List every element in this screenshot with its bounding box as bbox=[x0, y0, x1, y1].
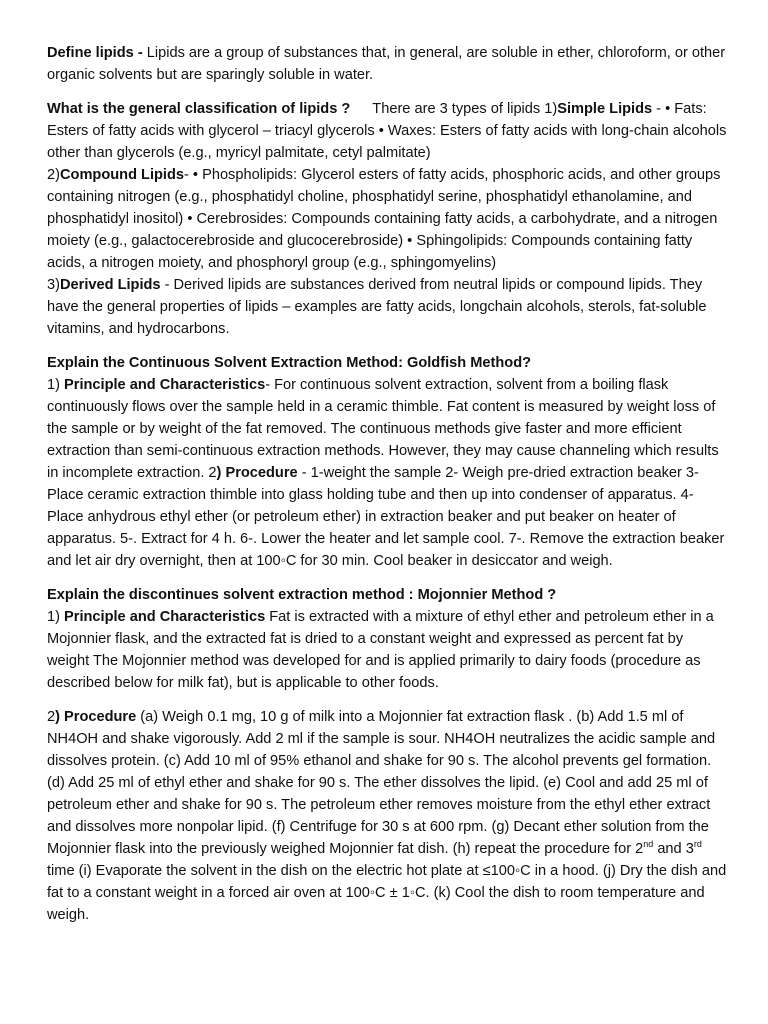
classification-intro: There are 3 types of lipids 1) bbox=[372, 101, 558, 117]
superscript-nd: nd bbox=[643, 839, 654, 850]
define-lipids-question: Define lipids - bbox=[47, 45, 147, 61]
mojonnier-procedure-text-a: (a) Weigh 0.1 mg, 10 g of milk into a Mojonnier fat extraction flask . (b) Add 1.5 ml of NH4OH and shake vigorously. Add 2 ml if the sample is sour. NH4OH neutralizes the acidic sample and dissolves protein. (c) Add 10 ml of 95% ethanol and shake for 90 s. The alcohol prevents gel formation. (d) Add 25 ml of ethyl ether and shake for 90 s. The ether dissolves the lipid. (e) Cool and add 25 ml of petroleum ether and shake for 90 s. The petroleum ether removes moisture from the ethyl ether extract and dissolves more nonpolar lipid. (f) Centrifuge for 30 s at 600 rpm. (g) Decant ether solution from the Mojonnier flask into the previously weighed Mojonnier fat dish. (h) repeat the procedure for 2 bbox=[47, 709, 716, 857]
compound-lipids-label: Compound Lipids bbox=[59, 167, 185, 183]
define-lipids-paragraph bbox=[47, 42, 727, 86]
classification-question: What is the general classification of lipids ? bbox=[47, 101, 351, 117]
mojonnier-number-1: 1) bbox=[47, 609, 65, 625]
simple-lipids-text: - • Fats: Esters of fatty acids with glycerol – triacyl glycerols • Waxes: Esters of fatty acids with long-chain alcohols other than glycerols (e.g., myricyl palmitate, cetyl palmitate) bbox=[47, 101, 727, 161]
goldfish-procedure-text: - 1-weight the sample 2- Weigh pre-dried extraction beaker 3- Place ceramic extraction thimble into glass holding tube and then up into condenser of apparatus. 4- Place anhydrous ethyl ether (or petroleum ether) in extraction beaker and put beaker on heater of apparatus. 5-. Extract for 4 h. 6-. Lower the heater and let sample cool. 7-. Remove the extraction beaker and let air dry overnight, then at 100◦C for 30 min. Cool beaker in desiccator and weigh. bbox=[47, 465, 725, 569]
compound-lipids-text: - • Phospholipids: Glycerol esters of fatty acids, phosphoric acids, and other groups containing nitrogen (e.g., phosphatidyl choline, phosphatidyl serine, phosphatidyl ethanolamine, and phosphatidyl inositol) • Cerebrosides: Compounds containing fatty acids, a carbohydrate, and a nitrogen moiety (e.g., galactocerebroside and glucocerebroside) • Sphingolipids: Compounds containing fatty acids, a nitrogen moiety, and phosphoryl group (e.g., sphingomyelins) bbox=[47, 167, 721, 271]
derived-lipids-label: Derived Lipids bbox=[59, 277, 161, 293]
mojonnier-principle-text: Fat is extracted with a mixture of ethyl ether and petroleum ether in a Mojonnier flask, and the extracted fat is dried to a constant weight and expressed as percent fat by weight The Mojonnier method was developed for and is applied primarily to dairy foods (procedure as described below for milk fat), but is applicable to other foods. bbox=[47, 609, 714, 691]
mojonnier-procedure-paragraph bbox=[47, 706, 727, 926]
goldfish-principle-label: Principle and Characteristics bbox=[64, 377, 266, 393]
compound-lipids-number: 2) bbox=[47, 167, 60, 183]
mojonnier-procedure-label: ) Procedure bbox=[55, 709, 137, 725]
goldfish-paragraph bbox=[47, 352, 727, 572]
document-body bbox=[47, 42, 727, 938]
mojonnier-principle-paragraph bbox=[47, 584, 727, 694]
goldfish-procedure-label: ) Procedure bbox=[216, 465, 298, 481]
define-lipids-answer: Lipids are a group of substances that, in general, are soluble in ether, chloroform, or other organic solvents but are sparingly soluble in water. bbox=[47, 45, 726, 83]
goldfish-principle-text: - For continuous solvent extraction, solvent from a boiling flask continuously flows over the sample held in a ceramic thimble. Fat content is measured by weight loss of the sample or by weight of the fat removed. The continuous methods give faster and more efficient extraction than semi-continuous extraction methods. However, they may cause channeling which results in incomplete extraction. 2 bbox=[47, 377, 719, 481]
derived-lipids-number: 3) bbox=[47, 277, 60, 293]
goldfish-question: Explain the Continuous Solvent Extraction Method: Goldfish Method? bbox=[47, 355, 532, 371]
simple-lipids-label: Simple Lipids bbox=[557, 101, 653, 117]
mojonnier-number-2: 2 bbox=[47, 709, 56, 725]
mojonnier-question: Explain the discontinues solvent extraction method : Mojonnier Method ? bbox=[47, 587, 557, 603]
superscript-rd: rd bbox=[693, 839, 702, 850]
goldfish-number-1: 1) bbox=[47, 377, 65, 393]
mojonnier-procedure-text-b: time (i) Evaporate the solvent in the dish on the electric hot plate at ≤100◦C in a hood. (j) Dry the dish and fat to a constant weight in a forced air oven at 100◦C ± 1◦C. (k) Cool the dish to room temperature and weigh. bbox=[47, 863, 727, 923]
classification-paragraph bbox=[47, 98, 727, 340]
mojonnier-principle-label: Principle and Characteristics bbox=[64, 609, 266, 625]
mojonnier-and-text: and 3 bbox=[653, 841, 694, 857]
derived-lipids-text: - Derived lipids are substances derived from neutral lipids or compound lipids. They have the general properties of lipids – examples are fatty acids, longchain alcohols, sterols, fat-soluble vitamins, and hydrocarbons. bbox=[47, 277, 707, 337]
